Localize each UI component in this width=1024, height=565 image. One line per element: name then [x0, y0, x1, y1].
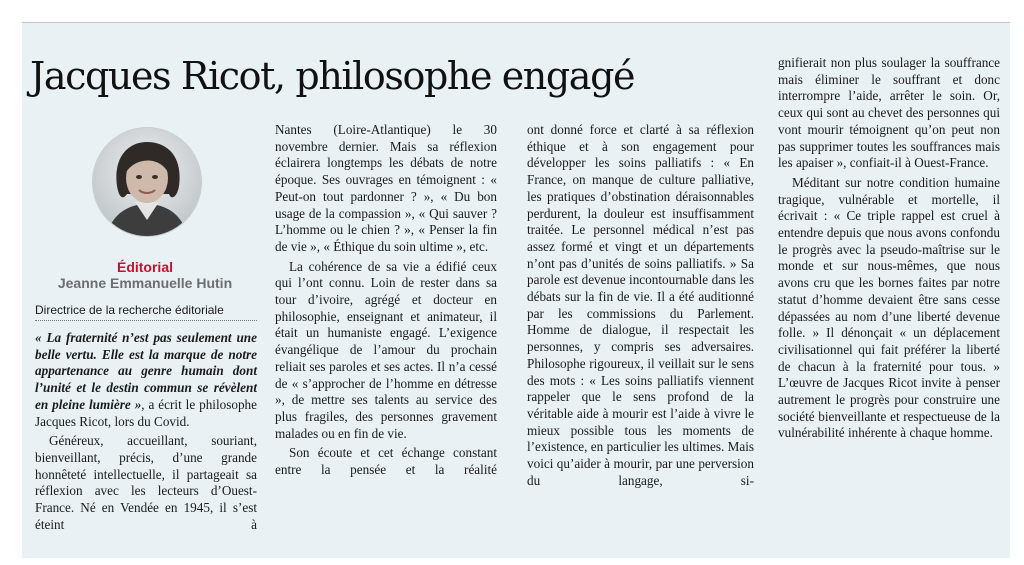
dotted-divider: [35, 320, 257, 321]
article-column-3: [527, 122, 754, 489]
article-title: Jacques Ricot, philosophe engagé: [30, 54, 635, 98]
article-column-1: [35, 330, 257, 533]
paragraph: Généreux, accueillant, souriant, bienveillant, précis, d’une grande honnêteté intellectuelle, il partageait sa réflexion avec les lecteurs d’Ouest-France. Né en Vendée en 1945, il s’est éteint à: [35, 433, 257, 532]
author-portrait: [92, 127, 202, 237]
section-kicker: Éditorial: [116, 259, 173, 275]
author-role: Directrice de la recherche éditoriale: [35, 303, 224, 317]
paragraph: ont donné force et clarté à sa réflexion éthique et à son engagement pour développer les soins palliatifs : « En France, on manque de culture palliative, les pratiques d’obstination déraisonnables perdurent, la douleur est insuffisamment traitée. Le personnel médical n’est pas assez formé et vingt et un départements n’ont pas d’unités de soins palliatifs. » Sa parole est devenue incontournable dans les débats sur la fin de vie. Il a été auditionné par les commissions du Parlement. Homme de dialogue, il respectait les personnes, y compris ses adversaires. Philosophe rigoureux, il veillait sur le sens des mots : « Les soins palliatifs viennent rappeler que le sens profond de la véritable aide à mourir est l’aide à vivre le mieux possible tous les moments de l’existence, en particulier les ultimes. Mais voici qu’aider à mourir, par une perversion du langage, si-: [527, 122, 754, 488]
paragraph: gnifierait non plus soulager la souffrance mais éliminer le souffrant et donc interrompre l’aide, arrêter le soin. Or, ceux qui sont au chevet des personnes qui vont mourir témoignent qu’on peut non pas supprimer toutes les souffrances mais les apaiser », confiait-il à Ouest-France.: [778, 55, 1000, 171]
article-column-4: [778, 55, 1000, 442]
quote-attribution: , a écrit le philosophe Jacques Ricot, lors du Covid.: [35, 396, 257, 429]
author-photo-icon: [93, 128, 201, 236]
opening-quote: « La fraternité n’est pas seulement une belle vertu. Elle est la marque de notre appartenance au genre humain dont l’unité et le destin commun se révèlent en pleine lumière »: [35, 330, 257, 412]
paragraph: Nantes (Loire-Atlantique) le 30 novembre dernier. Mais sa réflexion éclairera longtemps les débats de notre époque. Ses ouvrages en témoignent : « Peut-on tout pardonner ? », « Du bon usage de la compassion », « Qui sauver ? L’homme ou le chien ? », « Penser la fin de vie », « Éthique du soin ultime », etc.: [275, 122, 497, 254]
article-column-2: [275, 122, 497, 479]
paragraph: Méditant sur notre condition humaine tragique, vulnérable et mortelle, il écrivait : « Ce triple rappel est cruel à entendre depuis que nous avons confondu le progrès avec la pseudo-maîtrise sur le monde et sur nous-mêmes, que nous avons cru que les bornes faites par notre statut d’homme devaient être sans cesse dépassées au nom d’une liberté devenue folle. » Il dénonçait « un déplacement civilisationnel qui fait préférer la liberté de chacun à la fraternité pour tous. » L’œuvre de Jacques Ricot invite à penser autrement le progrès pour construire une société bienveillante et respectueuse de la vulnérabilité inhérente à chaque homme.: [778, 174, 1000, 441]
paragraph: Son écoute et cet échange constant entre la pensée et la réalité: [275, 445, 497, 478]
paragraph: La cohérence de sa vie a édifié ceux qui l’ont connu. Loin de rester dans sa tour d’ivoire, agrégé et docteur en philosophie, enseignant et animateur, il était un humaniste engagé. L’exigence évangélique de l’amour du prochain reliait ses paroles et ses actes. Il n’a cessé de « s’approcher de l’homme en détresse », de mettre ses talents au service des plus fragiles, des personnes gravement malades ou en fin de vie.: [275, 258, 497, 441]
author-name: Jeanne Emmanuelle Hutin: [57, 275, 233, 291]
